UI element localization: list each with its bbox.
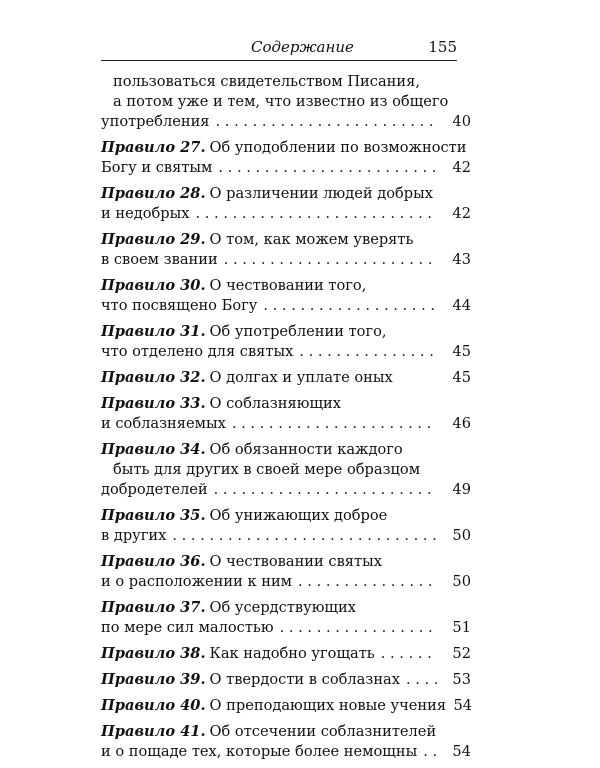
toc-entry-text: Об уподоблении по возможности [209,139,467,156]
toc-page-number: 44 [452,297,471,314]
toc-entry-last-line [101,414,471,434]
toc-entry [101,598,471,638]
toc-entry-last-line [101,572,471,592]
toc-entry-text: О твердости в соблазнах [209,671,400,688]
toc-entry [101,670,471,690]
toc-entry-last-line [101,670,471,690]
header-page-number: 155 [428,38,457,56]
toc-entry-line [101,460,471,480]
toc-page-number: 52 [452,645,471,662]
rule-label: Правило 31. [101,323,206,340]
toc-entry-text: О том, как можем уверять [209,231,414,248]
toc-entry-last-line [101,618,471,638]
dot-leader [224,250,437,270]
toc-entry-text: О долгах и уплате оных [209,369,393,386]
toc-entry-line [101,138,471,158]
toc-entry [101,722,471,762]
toc-entry-last-line [101,112,471,132]
rule-label: Правило 32. [101,369,206,386]
toc-entry-text: Об отсечении соблазнителей [209,723,437,740]
toc-page-number: 50 [452,527,471,544]
rule-label: Правило 30. [101,277,206,294]
rule-label: Правило 29. [101,231,206,248]
toc-entry-line [101,322,471,342]
rule-label: Правило 39. [101,671,206,688]
toc-entry-text: Об обязанности каждого [209,441,403,458]
toc-entry-line [101,230,471,250]
toc-entry [101,552,471,592]
toc-entry-line [101,506,471,526]
rule-label: Правило 34. [101,441,206,458]
dot-leader [263,296,437,316]
toc-entry-line [101,722,471,742]
toc-entry-text: О преподающих новые учения [209,697,447,714]
toc-entry-line [101,598,471,618]
toc-entry-text: а потом уже и тем, что известно из общего [113,93,449,110]
toc-entry-text: быть для других в своей мере образцом [113,461,421,478]
dot-leader [423,742,437,762]
toc-entry-last-line [101,204,471,224]
rule-label: Правило 35. [101,507,206,524]
toc-page-number: 43 [452,251,471,268]
toc-entry-text: и соблазняемых [101,415,226,432]
toc-entry-text: употребления [101,113,210,130]
toc-entry-text: Об усердствующих [209,599,356,616]
toc-entry-text: О различении людей добрых [209,185,433,202]
toc-entry-last-line [101,644,471,664]
toc-page-number: 45 [452,343,471,360]
toc-page-number: 50 [452,573,471,590]
toc-entry [101,322,471,362]
toc-entry-last-line [101,296,471,316]
toc-entry-line [101,552,471,572]
toc-entry-text: О чествовании того, [209,277,367,294]
toc-entry-last-line [101,480,471,500]
toc-entry-line [101,440,471,460]
toc-entry [101,696,471,716]
header-title: Содержание [251,38,354,56]
toc-entry [101,184,471,224]
toc-page-number: 54 [452,743,471,760]
toc-page-number: 51 [452,619,471,636]
toc-entry-last-line [101,368,471,388]
table-of-contents [101,72,471,768]
toc-entry-text: Как надобно угощать [209,645,375,662]
dot-leader [195,204,437,224]
dot-leader [280,618,437,638]
toc-entry-text: что посвящено Богу [101,297,258,314]
toc-page-number: 54 [453,697,473,714]
toc-entry-text: и недобрых [101,205,190,222]
toc-entry [101,440,471,500]
dot-leader [299,342,437,362]
toc-entry [101,506,471,546]
toc-entry-text: Об употреблении того, [209,323,387,340]
toc-entry-text: пользоваться свидетельством Писания, [113,73,420,90]
toc-entry-line [101,276,471,296]
toc-entry-text: добродетелей [101,481,208,498]
running-header [101,38,457,61]
rule-label: Правило 28. [101,185,206,202]
toc-entry-text: О чествовании святых [209,553,382,570]
toc-entry-text: Богу и святым [101,159,213,176]
rule-label: Правило 40. [101,697,206,714]
toc-entry-line [101,184,471,204]
dot-leader [406,670,437,690]
toc-entry-text: в своем звании [101,251,218,268]
toc-page-number: 42 [452,159,471,176]
toc-entry-line [101,394,471,414]
toc-entry-line [101,92,471,112]
toc-entry-last-line [101,742,471,762]
dot-leader [232,414,437,434]
rule-label: Правило 33. [101,395,206,412]
dot-leader [218,158,437,178]
toc-entry [101,368,471,388]
dot-leader [298,572,437,592]
toc-page-number: 49 [452,481,471,498]
dot-leader [216,112,437,132]
toc-entry-text: в других [101,527,167,544]
toc-entry-last-line [101,342,471,362]
toc-page-number: 45 [452,369,471,386]
toc-entry-text: по мере сил малостью [101,619,274,636]
toc-entry [101,276,471,316]
toc-entry-text: и о пощаде тех, которые более немощны [101,743,418,760]
toc-entry-text: что отделено для святых [101,343,294,360]
toc-entry [101,138,471,178]
toc-page-number: 53 [452,671,471,688]
toc-entry [101,72,471,132]
toc-entry-last-line [101,696,471,716]
toc-entry [101,394,471,434]
toc-page-number: 40 [452,113,471,130]
toc-entry-text: О соблазняющих [209,395,341,412]
rule-label: Правило 36. [101,553,206,570]
toc-entry-text: и о расположении к ним [101,573,293,590]
toc-entry-last-line [101,250,471,270]
toc-entry-last-line [101,158,471,178]
rule-label: Правило 38. [101,645,206,662]
dot-leader [381,644,437,664]
toc-page-number: 42 [452,205,471,222]
toc-entry [101,230,471,270]
rule-label: Правило 41. [101,723,206,740]
toc-entry-text: Об унижающих доброе [209,507,388,524]
toc-entry-last-line [101,526,471,546]
rule-label: Правило 37. [101,599,206,616]
dot-leader [214,480,437,500]
dot-leader [172,526,437,546]
toc-page-number: 46 [452,415,471,432]
toc-entry [101,644,471,664]
rule-label: Правило 27. [101,139,206,156]
toc-entry-line [101,72,471,92]
